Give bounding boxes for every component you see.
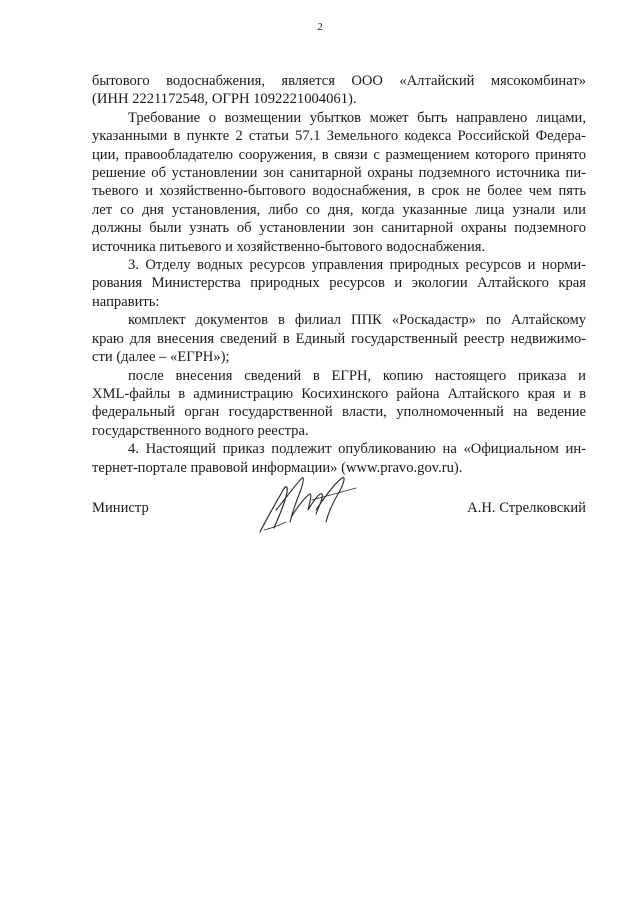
text-line: лет со дня установления, либо со дня, когда указанные лица узнали или bbox=[92, 201, 586, 218]
paragraph-compensation bbox=[92, 109, 586, 256]
text-line: тьевого и хозяйственно-бытового водоснабжения, в срок не более чем пять bbox=[92, 183, 586, 200]
text-line: (ИНН 2221172548, ОГРН 1092221004061). bbox=[92, 91, 357, 108]
text-line: направить: bbox=[92, 293, 160, 310]
text-line: XML-файлы в администрацию Косихинского района Алтайского края и в bbox=[92, 385, 586, 402]
text-line: сти (далее – «ЕГРН»); bbox=[92, 349, 230, 366]
text-line: 4. Настоящий приказ подлежит опубликованию на «Официальном ин- bbox=[128, 441, 586, 458]
text-line: комплект документов в филиал ППК «Роскадастр» по Алтайскому bbox=[128, 312, 586, 329]
page-number: 2 bbox=[317, 21, 323, 33]
paragraph-owner bbox=[92, 72, 586, 109]
text-line: ции, правообладателю сооружения, в связи с размещением которого принято bbox=[92, 146, 586, 163]
text-line: источника питьевого и хозяйственно-бытового водоснабжения. bbox=[92, 238, 486, 255]
paragraph-after-egrn bbox=[92, 367, 586, 441]
paragraph-documents bbox=[92, 311, 586, 366]
text-line: 3. Отделу водных ресурсов управления природных ресурсов и норми- bbox=[128, 257, 586, 274]
paragraph-item-3 bbox=[92, 256, 586, 311]
text-line: федеральный орган государственной власти, уполномоченный на ведение bbox=[92, 404, 586, 421]
text-line: указанными в пункте 2 статьи 57.1 Земельного кодекса Российской Федера- bbox=[92, 128, 586, 145]
text-line: краю для внесения сведений в Единый государственный реестр недвижимо- bbox=[92, 330, 586, 347]
signatory-name: А.Н. Стрелковский bbox=[467, 500, 586, 516]
text-line: после внесения сведений в ЕГРН, копию настоящего приказа и bbox=[128, 367, 586, 384]
signatory-title: Министр bbox=[92, 500, 149, 516]
document-body bbox=[92, 72, 586, 477]
signature-block bbox=[92, 500, 586, 540]
text-line: решение об установлении зон санитарной охраны подземного источника пи- bbox=[92, 165, 586, 182]
text-line: тернет-портале правовой информации» (www.pravo.gov.ru). bbox=[92, 459, 463, 476]
text-line: рования Министерства природных ресурсов и экологии Алтайского края bbox=[92, 275, 586, 292]
text-line: должны были узнать об установлении зон санитарной охраны подземного bbox=[92, 220, 586, 237]
text-line: бытового водоснабжения, является ООО «Алтайский мясокомбинат» bbox=[92, 73, 586, 89]
text-line: Требование о возмещении убытков может быть направлено лицами, bbox=[128, 109, 586, 126]
text-line: государственного водного реестра. bbox=[92, 422, 309, 439]
handwritten-signature bbox=[252, 470, 362, 540]
